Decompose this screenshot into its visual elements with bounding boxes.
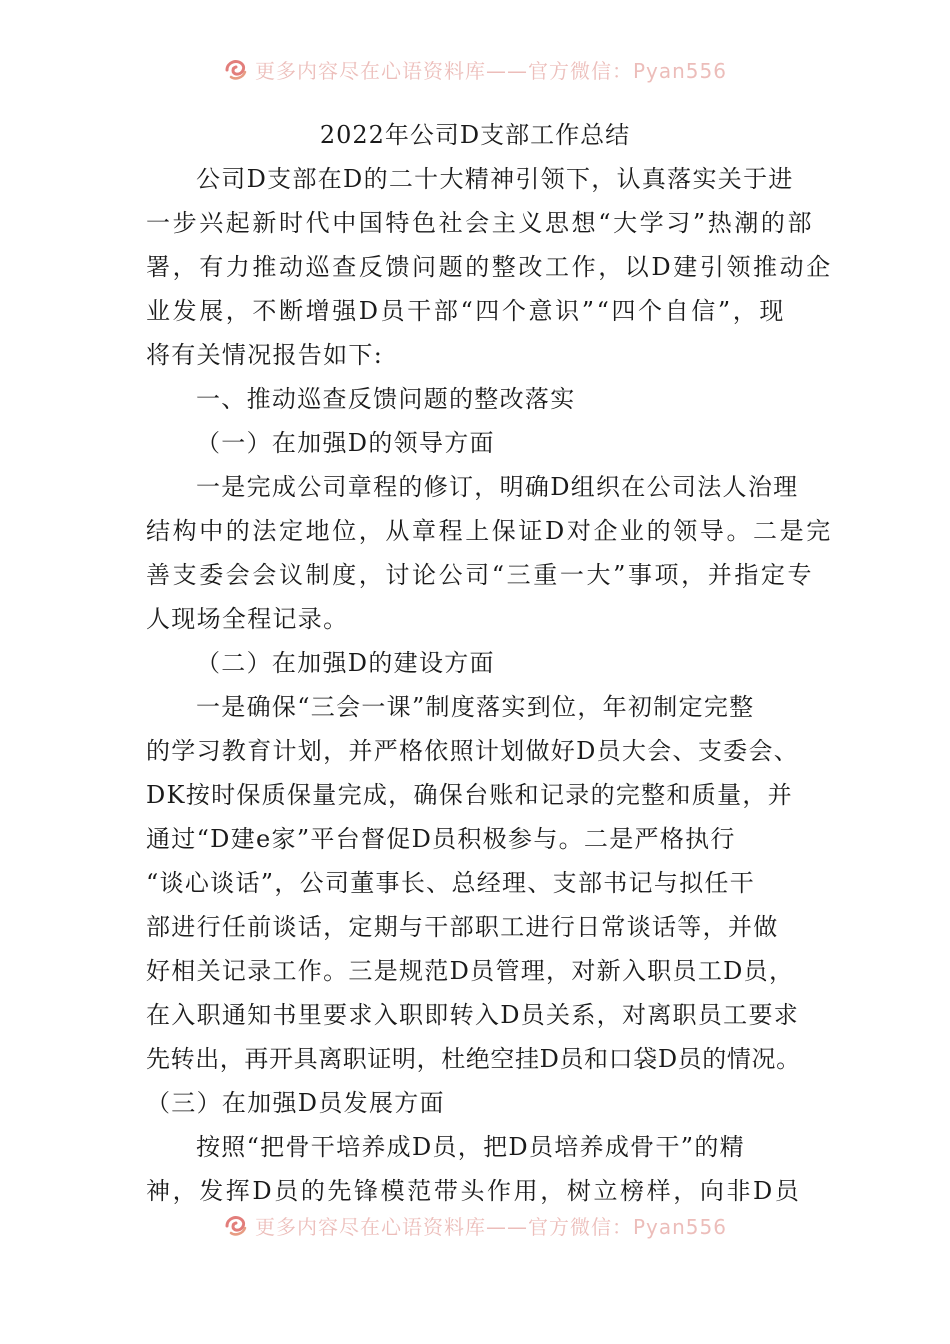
watermark-bottom — [0, 1208, 950, 1242]
body-line: 一是确保“三会一课”制度落实到位，年初制定完整 — [196, 693, 755, 721]
body-line: 将有关情况报告如下: — [146, 341, 384, 369]
red-swirl-logo-icon — [223, 56, 249, 82]
watermark-text: 更多内容尽在心语资料库——官方微信：Pyan556 — [254, 1214, 727, 1239]
watermark-top — [0, 52, 950, 86]
body-line: 署，有力推动巡查反馈问题的整改工作，以D建引领推动企 — [146, 253, 833, 281]
body-line: DK按时保质保量完成，确保台账和记录的完整和质量，并 — [146, 781, 793, 809]
body-line: 的学习教育计划，并严格依照计划做好D员大会、支委会、 — [146, 737, 800, 765]
subsection-heading: （二）在加强D的建设方面 — [196, 649, 495, 677]
body-line: 业发展，不断增强D员干部“四个意识”“四个自信”，现 — [146, 297, 786, 325]
body-line: 人现场全程记录。 — [146, 605, 349, 633]
page-title: 2022年公司D支部工作总结 — [319, 121, 631, 149]
body-line: 按照“把骨干培养成D员，把D员培养成骨干”的精 — [196, 1133, 745, 1161]
body-line: “谈心谈话”，公司董事长、总经理、支部书记与拟任干 — [146, 869, 756, 897]
body-line: 一是完成公司章程的修订，明确D组织在公司法人治理 — [196, 473, 799, 501]
red-swirl-logo-icon — [223, 1212, 249, 1238]
body-line: 部进行任前谈话，定期与干部职工进行日常谈话等，并做 — [146, 913, 779, 941]
body-line: 好相关记录工作。三是规范D员管理，对新入职员工D员， — [146, 957, 795, 985]
body-line: 公司D支部在D的二十大精神引领下，认真落实关于进 — [196, 165, 794, 193]
body-line: 通过“D建e家”平台督促D员积极参与。二是严格执行 — [146, 825, 736, 853]
body-line: 一步兴起新时代中国特色社会主义思想“大学习”热潮的部 — [146, 209, 815, 237]
body-line: 先转出，再开具离职证明，杜绝空挂D员和口袋D员的情况。 — [146, 1045, 801, 1073]
subsection-heading: （一）在加强D的领导方面 — [196, 429, 495, 457]
body-line: 神，发挥D员的先锋模范带头作用，树立榜样，向非D员 — [146, 1177, 802, 1205]
watermark-text: 更多内容尽在心语资料库——官方微信：Pyan556 — [254, 58, 727, 83]
body-line: 在入职通知书里要求入职即转入D员关系，对离职员工要求 — [146, 1001, 800, 1029]
section-heading: 一、推动巡查反馈问题的整改落实 — [196, 385, 576, 413]
body-line: 善支委会会议制度，讨论公司“三重一大”事项，并指定专 — [146, 561, 815, 589]
body-line: 结构中的法定地位，从章程上保证D对企业的领导。二是完 — [146, 517, 833, 545]
subsection-heading: （三）在加强D员发展方面 — [146, 1089, 445, 1117]
